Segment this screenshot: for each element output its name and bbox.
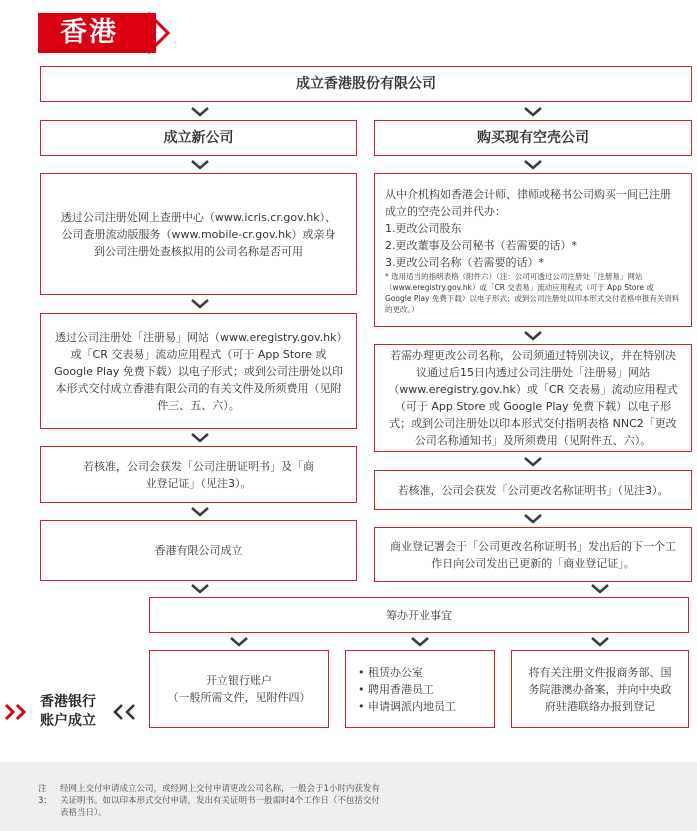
chevron-down-icon xyxy=(523,107,543,117)
right-step-2 xyxy=(374,344,692,452)
footnote-label: 注3： xyxy=(38,784,52,806)
footnote xyxy=(38,783,380,819)
right-step-1-content xyxy=(385,186,681,315)
chevron-down-icon xyxy=(523,514,543,524)
office-list-item: • 租赁办公室 xyxy=(358,664,456,681)
office-list-item: • 聘用香港员工 xyxy=(358,681,456,698)
left-step-4 xyxy=(40,520,357,581)
chevron-down-icon xyxy=(190,507,210,517)
section-title: 香港 xyxy=(60,17,118,48)
right-step-1-item: 3.更改公司名称（若需要的话）* xyxy=(385,255,544,269)
top-box-label: 成立香港股份有限公司 xyxy=(296,75,436,92)
right-step-1 xyxy=(374,173,692,327)
chevron-down-icon xyxy=(523,457,543,467)
chevron-down-icon xyxy=(590,637,610,647)
chevron-down-icon xyxy=(229,637,249,647)
left-step-1 xyxy=(40,173,357,295)
office-list xyxy=(358,664,456,715)
left-step-3 xyxy=(40,446,357,503)
left-step-2 xyxy=(40,313,357,429)
chevron-down-icon xyxy=(190,160,210,170)
report-box-text: 将有关注册文件报商务部、国务院港澳办备案，并向中央政府驻港联络办报到登记 xyxy=(528,665,672,713)
right-step-1-footnote: * 选用适当的指明表格（附件六）（注：公司可透过公司注册处「注册易」网站（www.eregistry.gov.hk）或「CR 交表易」流动应用程式（可于 App Store 或 Google Play 免费下载）以电子形式；或到公司注册处以印本形式交付表格申报有关资料的更改。） xyxy=(385,271,680,314)
left-column-head xyxy=(40,120,357,156)
chevron-down-icon xyxy=(523,331,543,341)
left-step-4-text: 香港有限公司成立 xyxy=(154,544,243,557)
right-step-1-item: 2.更改董事及公司秘书（若需要的话）* xyxy=(385,238,577,252)
left-column-head-label: 成立新公司 xyxy=(163,129,234,146)
footnote-text: 经网上交付申请成立公司，或经网上交付申请更改公司名称，一般会于1小时内获发有关证明书。如以印本形式交付申请，发出有关证明书一般需时4个工作日（不包括交付表格当日）。 xyxy=(60,784,380,818)
end-result-label xyxy=(40,693,96,731)
right-step-1-item: 1.更改公司股东 xyxy=(385,221,462,235)
end-result-line2: 账户成立 xyxy=(40,713,96,729)
bank-account-line1: 开立银行账户 xyxy=(206,674,272,687)
section-title-tab xyxy=(38,13,156,53)
right-step-4-text: 商业登记署会于「公司更改名称证明书」发出后的下一个工作日向公司发出已更新的「商业登记证」。 xyxy=(390,539,676,570)
office-box xyxy=(345,650,495,728)
report-box xyxy=(511,650,689,728)
left-step-2-text: 透过公司注册处「注册易」网站（www.eregistry.gov.hk）或「CR 交表易」流动应用程式（可于 App Store 或 Google Play 免费下载）以电子形式；或到公司注册处以印本形式交付成立香港有限公司的有关文件及所须费用（见附件三、五、六）。 xyxy=(54,330,343,412)
bank-account-line2: （一般所需文件，见附件四） xyxy=(167,691,311,704)
chevron-down-icon xyxy=(523,160,543,170)
chevron-down-icon xyxy=(190,584,210,594)
bank-account-box xyxy=(149,650,329,728)
chevron-down-icon xyxy=(590,584,610,594)
chevron-down-icon xyxy=(190,433,210,443)
chevron-down-icon xyxy=(410,637,430,647)
double-chevron-right-icon xyxy=(3,702,33,722)
right-step-3-text: 若核准，公司会获发「公司更改名称证明书」（见注3）。 xyxy=(397,483,669,497)
top-box xyxy=(40,66,692,102)
title-chevron-icon xyxy=(144,10,172,56)
right-step-4 xyxy=(374,527,692,582)
end-result-line1: 香港银行 xyxy=(40,694,96,710)
right-step-2-text: 若需办理更改公司名称，公司须通过特别决议，并在特别决议通过后15日内透过公司注册处「注册易」网站（www.eregistry.gov.hk）或「CR 交表易」流动应用程式（可于 App Store 或 Google Play 免费下载）以电子形式；或到公司注册处以印本形式交付指明表格 NNC2「更改公司名称通知书」及所须费用（见附件五、六）。 xyxy=(388,349,678,447)
chevron-down-icon xyxy=(190,107,210,117)
right-column-head xyxy=(374,120,692,156)
double-chevron-left-icon xyxy=(112,702,142,722)
right-step-1-intro: 从中介机构如香港会计师、律师或秘书公司购买一间已注册成立的空壳公司并代办： xyxy=(385,187,671,218)
chevron-down-icon xyxy=(190,299,210,309)
right-column-head-label: 购买现有空壳公司 xyxy=(477,129,589,146)
office-list-item: • 申请调派内地员工 xyxy=(358,698,456,715)
left-step-3-text: 若核准，公司会获发「公司注册证明书」及「商业登记证」（见注3）。 xyxy=(83,459,314,490)
left-step-1-text: 透过公司注册处网上查册中心（www.icris.cr.gov.hk）、公司查册流动版服务（www.mobile-cr.gov.hk）或亲身到公司注册处查核拟用的公司名称是否可用 xyxy=(60,210,337,258)
right-step-3 xyxy=(374,470,692,510)
prep-box xyxy=(149,597,689,633)
prep-box-text: 筹办开业事宜 xyxy=(386,608,452,622)
